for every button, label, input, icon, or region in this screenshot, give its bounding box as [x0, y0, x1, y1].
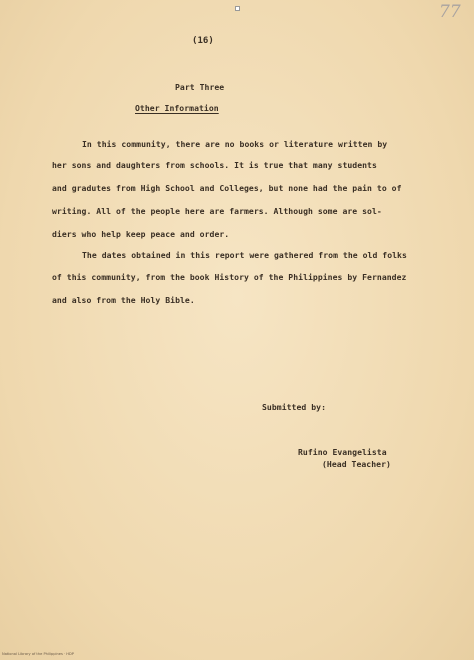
paragraph1-line: her sons and daughters from schools. It is true that many students — [52, 160, 377, 170]
paragraph1-line: and gradutes from High School and Colleges, but none had the pain to of — [52, 183, 402, 193]
scan-marker — [235, 6, 240, 11]
paragraph1-line: writing. All of the people here are farmers. Although some are sol- — [52, 206, 382, 216]
section-heading: Other Information — [135, 103, 219, 113]
signer-name: Rufino Evangelista — [298, 447, 387, 457]
archive-footer: National Library of the Philippines · HDP — [2, 652, 74, 656]
paragraph2-line: The dates obtained in this report were gathered from the old folks — [82, 250, 407, 260]
paragraph1-line: In this community, there are no books or literature written by — [82, 139, 388, 149]
paragraph1-line: diers who help keep peace and order. — [52, 229, 230, 239]
signer-role: (Head Teacher) — [322, 459, 391, 469]
section-title: Part Three — [175, 82, 225, 92]
page-number: (16) — [192, 36, 214, 46]
paragraph2-line: and also from the Holy Bible. — [52, 295, 195, 305]
submitted-by-label: Submitted by: — [262, 402, 326, 412]
paragraph2-line: of this community, from the book History of the Philippines by Fernandez — [52, 272, 407, 282]
page-corner-number: 77 — [439, 2, 461, 22]
